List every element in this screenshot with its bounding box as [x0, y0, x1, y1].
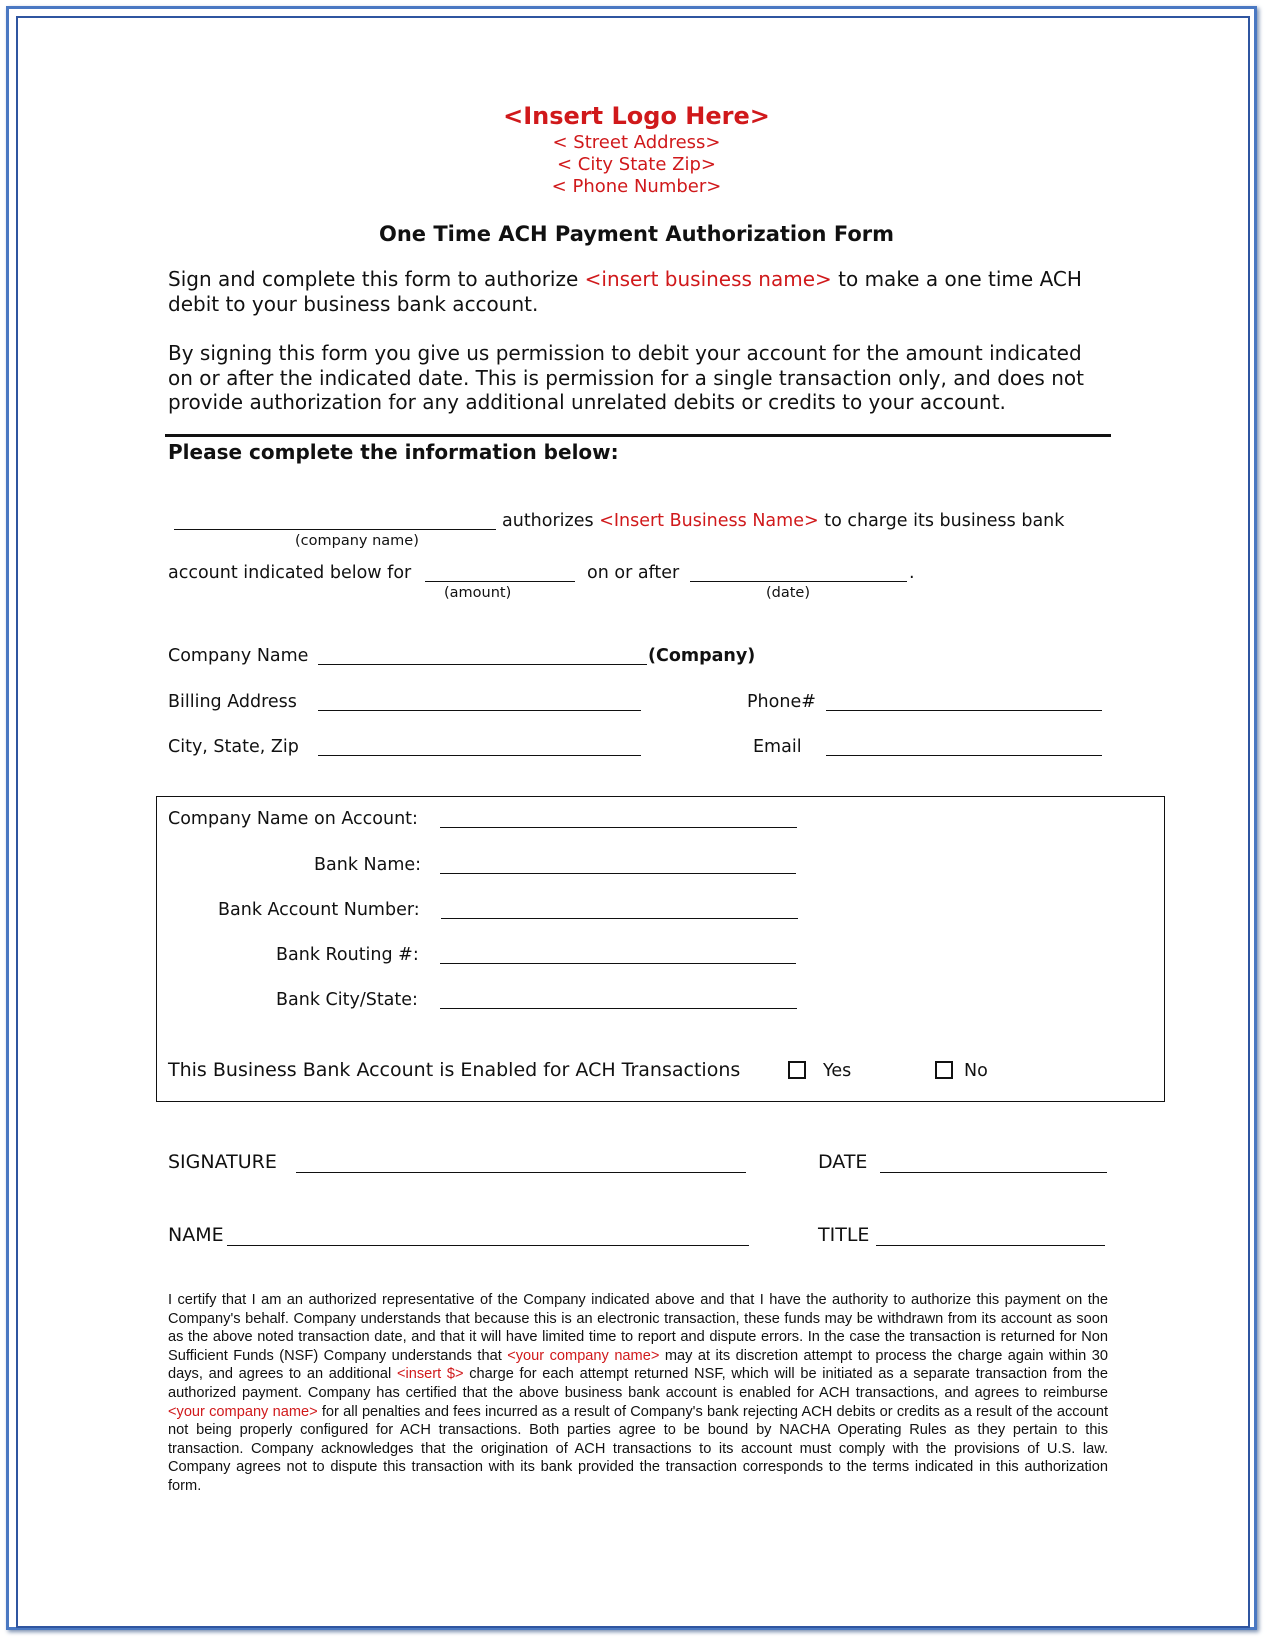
period: .	[909, 563, 915, 583]
legal-company-placeholder-2: <your company name>	[168, 1403, 318, 1420]
phone-field[interactable]	[826, 710, 1102, 711]
date-label: DATE	[818, 1151, 868, 1173]
title-label: TITLE	[818, 1224, 870, 1246]
ach-question: This Business Bank Account is Enabled for ACH Transactions	[168, 1059, 741, 1081]
amount-blank[interactable]	[425, 581, 575, 582]
company-name-label: Company Name	[168, 646, 309, 666]
signature-label: SIGNATURE	[168, 1151, 277, 1173]
legal-part-2: may at its discretion attempt to process the charge again within 30 days, and agrees to an additional	[168, 1347, 1108, 1383]
bank-name-label: Bank Name:	[314, 855, 422, 875]
email-label: Email	[753, 737, 802, 757]
page-title: One Time ACH Payment Authorization Form	[379, 222, 894, 246]
legal-company-placeholder-1: <your company name>	[507, 1347, 660, 1364]
company-suffix: (Company)	[648, 646, 756, 666]
legal-amount-placeholder: <insert $>	[396, 1366, 464, 1383]
company-on-account-field[interactable]	[440, 827, 797, 828]
no-checkbox[interactable]	[935, 1061, 953, 1079]
email-field[interactable]	[826, 755, 1102, 756]
amount-hint: (amount)	[444, 585, 512, 601]
billing-address-field[interactable]	[318, 710, 641, 711]
company-name-hint: (company name)	[295, 533, 419, 549]
signature-field[interactable]	[296, 1172, 746, 1173]
yes-checkbox[interactable]	[788, 1061, 806, 1079]
bank-city-state-field[interactable]	[440, 1008, 797, 1009]
section-heading: Please complete the information below:	[168, 440, 619, 464]
permission-line-2: on or after the indicated date. This is permission for a single transaction only, and does not	[168, 366, 1084, 390]
bank-account-number-label: Bank Account Number:	[218, 900, 420, 920]
bank-routing-field[interactable]	[440, 963, 796, 964]
city-state-zip-field[interactable]	[318, 755, 641, 756]
title-field[interactable]	[876, 1245, 1105, 1246]
bank-name-field[interactable]	[440, 873, 796, 874]
bank-city-state-label: Bank City/State:	[276, 990, 418, 1010]
logo-placeholder: <Insert Logo Here>	[503, 102, 770, 130]
authorizes-word: authorizes	[502, 511, 594, 531]
legal-part-3: charge for each attempt returned NSF, which will be initiated as a separate transaction from the authorized payment. Company has certified that the above business bank account is enabled for ACH transactions, and agrees to reimburse	[168, 1366, 1108, 1401]
intro-text-b: to make a one time ACH	[831, 267, 1082, 291]
yes-label: Yes	[823, 1061, 852, 1081]
permission-line-1: By signing this form you give us permission to debit your account for the amount indicated	[168, 341, 1082, 365]
permission-line-3: provide authorization for any additional unrelated debits or credits to your account.	[168, 390, 1006, 414]
date-field[interactable]	[880, 1172, 1107, 1173]
intro-line-2: debit to your business bank account.	[168, 292, 539, 316]
authorizes-text	[502, 511, 1064, 531]
phone-label: Phone#	[747, 692, 816, 712]
company-name-field[interactable]	[318, 664, 647, 665]
on-or-after-text: on or after	[587, 563, 680, 583]
legal-part-1: I certify that I am an authorized representative of the Company indicated above and that I have the authority to authorize this payment on the Company's behalf. Company understands that because this is an electronic transaction, these funds may be withdrawn from its account as soon as the above noted transaction date, and that it will have limited time to report and dispute errors. In the case the transaction is returned for Non Sufficient Funds (NSF) Company understands that	[168, 1292, 1108, 1364]
company-name-blank[interactable]	[174, 529, 496, 530]
legal-text	[168, 1291, 1108, 1496]
company-on-account-label: Company Name on Account:	[168, 809, 418, 829]
charge-text: to charge its business bank	[824, 511, 1065, 531]
bank-routing-label: Bank Routing #:	[276, 945, 419, 965]
street-address: < Street Address>	[552, 132, 721, 153]
date-hint: (date)	[766, 585, 811, 601]
intro-business-name: <insert business name>	[584, 267, 832, 291]
intro-line-1	[168, 267, 1082, 292]
account-for-text: account indicated below for	[168, 563, 412, 583]
name-field[interactable]	[227, 1245, 749, 1246]
legal-part-4: for all penalties and fees incurred as a result of Company's bank rejecting ACH debits or credits as a result of the account not being properly configured for ACH transactions. Both parties agree to be bound by NACHA Operating Rules as they pertain to this transaction. Company acknowledges that the origination of ACH transactions to its account must comply with the provisions of U.S. law. Company agrees not to dispute this transaction with its bank provided the transaction corresponds to the terms indicated in this authorization form.	[168, 1403, 1109, 1494]
date-blank[interactable]	[690, 581, 907, 582]
name-label: NAME	[168, 1224, 224, 1246]
city-state-zip-label: City, State, Zip	[168, 737, 299, 757]
bank-account-number-field[interactable]	[441, 918, 798, 919]
auth-business-name: <Insert Business Name>	[599, 511, 819, 531]
legal-paragraph	[168, 1291, 1108, 1496]
city-state-zip: < City State Zip>	[556, 154, 716, 175]
section-divider	[165, 434, 1111, 437]
phone-number: < Phone Number>	[551, 176, 722, 197]
no-label: No	[964, 1061, 988, 1081]
billing-address-label: Billing Address	[168, 692, 297, 712]
intro-text-a: Sign and complete this form to authorize	[168, 267, 585, 291]
